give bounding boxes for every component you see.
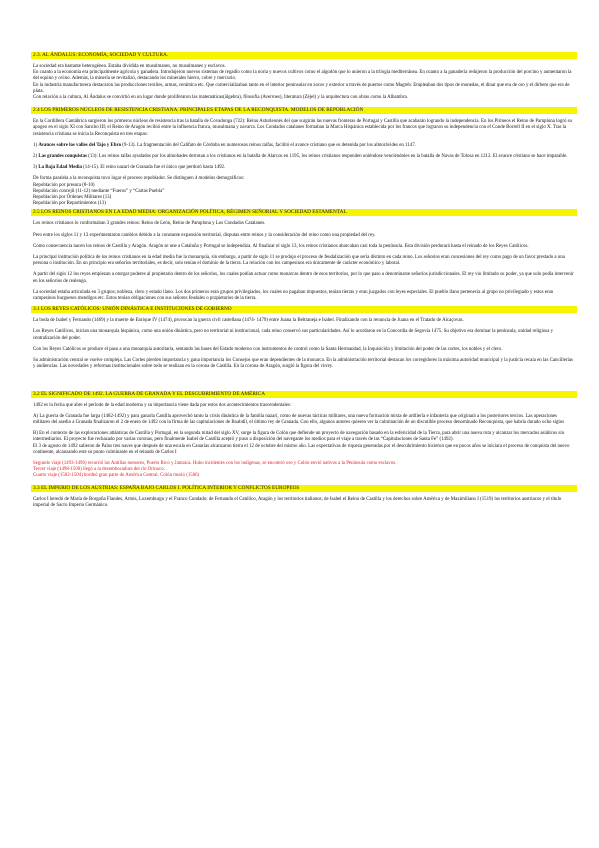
stage-item: 2) Las grandes conquistas (13): Los reinos taifas ayudados por los almohades derrotan a los cristianos en la batalla de Alarcos en 1195, los reinos cristianos responden uniéndose venciéndoles en la batalla de Navas de Tolosa en 1212. El avance cristiano se hace imparable. — [33, 154, 568, 160]
paragraph: Su administración central se vuelve compleja. Las Cortes pierden importancia y gana importancia los Consejos que eran dependientes de la monarca. En la administración territorial destacan los corregidores la máxima autoridad municipal y la justicia recaía en las Cancillerías y audiencias. Las novedades y reformas institucionales sobre todo se realizan en la corona de Castilla. En la corona de Aragón, surgió la figura del virrey. — [33, 358, 573, 370]
paragraph: En cuanto a la economía era principalmente agrícola y ganadera. Introdujeron nuevos sistemas de regadío como la noria y nuevos cultivos como el algodón que lo unieron a la trilogía mediterránea. En cuanto a la ganadería redujeron la producción del porcino y aumentaron la del equino y ovino. Además, la minería se revitalizó, destacando los minerales hierro, cobre y mercurio. — [33, 70, 572, 82]
paragraph: A) La guerra de Granada fue larga (1482-1492) y para ganarla Castilla aprovechó tanto la crisis dinástica de la familia nazarí, como de nuevas tácticas militares, una nueva formación mixta de artillería e infantería que originará a los posteriores tercios. Las operaciones militares del asedio a Granada finalizaron el 2 de enero de 1492 con la firma de las capitulaciones de Boabdil, el último rey de Granada. Con ello, algunos autores quieren ver la culminación de un discutible proceso denominado Reconquista, que habría durado ocho siglos — [33, 413, 565, 425]
list-item: Repoblación por Repartimientos (13) — [33, 201, 106, 207]
list-item: Repoblación concejil (11-12) mediante “Fueros” y “Cartas Puebla” — [33, 188, 165, 194]
paragraph: B) En el contexto de las exploraciones atlánticas de Castilla y Portugal, en la segunda mitad del siglo XV, surge la figura de Colón que defiende un proyecto de navegación basado en la esfericidad de la Tierra, para abrir una nueva ruta y alcanzar los mercados asiáticos sin intermediarios. El proyecto fue rechazado por varias coronas, pero finalmente Isabel de Castilla aceptó y puso a disposición del navegante los medios para el viaje a través de las “Capitulaciones de Santa Fe” (1492). — [33, 431, 565, 443]
paragraph: El 3 de agosto de 1492 salieron de Palos tres naves que después de una escala en Canarias alcanzaron tierra el 12 de octubre del mismo año. Las expectativas de riqueza generadas por el descubrimiento hicieron que en pocos años se iniciara el proceso de conquista del nuevo continente, alcanzando este su punto culminante en el reinado de Carlos I — [33, 443, 570, 455]
paragraph: Los Reyes Católicos, inician una monarquía hispánica, como una unión dinástica, pero no territorial ni institucional, cada reino conservó sus particularidades. Así lo acordaron en la Concordia de Segovia 1475. Su objetivo era dominar la península, unidad religiosa y centralización del poder. — [33, 329, 554, 341]
paragraph: Como consecuencia nacen los reinos de Castilla y Aragón. Aragón se une a Cataluña y Portugal se independiza. Al finalizar el siglo 13, los reinos cristianos abarcaban casi toda la península. Esta división perdurará hasta el reinado de los Reyes Católicos. — [33, 243, 529, 249]
paragraph: La sociedad era bastante heterogénea. Estaba dividida en musulmanes, no musulmanes y esclavos. — [33, 64, 226, 69]
section-3-1 — [33, 306, 575, 370]
section-heading: 3.1 LOS REYES CATÓLICOS: UNIÓN DINÁSTICA E INSTITUCIONES DE GOBIERNO — [31, 306, 577, 313]
section-heading: 2.4 LOS PRIMEROS NÚCLEOS DE RESISTENCIA CRISTIANA. PRINCIPALES ETAPAS DE LA RECONQUISTA. MODELOS DE REPOBLACIÓN — [31, 107, 577, 114]
paragraph: En la Cordillera Cantábrica surgieron los primeros núcleos de resistencia tras la batalla de Covadonga (722): Reino Asturleonés del que surgirán las nuevas fronteras de Portugal y Castilla que acabarán logrando la independencia. En los Pirineos el Reino de Pamplona logró su apogeo en el siglo XI con Sancho III; el Reino de Aragón recibió entre la influencia franca, musulmana y navarra. Los Condados catalanes formaban la Marca Hispánica establecida por los francos que lograron su independencia con el Conde Borrell II en el siglo X. Tras la resistencia cristiana se inicia la Reconquista en tres etapas: — [33, 119, 572, 137]
paragraph: Carlos I heredó de María de Borgoña Flandes, Artois, Luxemburgo y el Franco Condado; de Fernando el Católico, Aragón y los territorios italianos; de Isabel el Reino de Castilla y los derechos sobre América y de Maximiliano I (1519) los territorios austriacos y el título imperial de Sacro Imperio Germánico. — [33, 496, 562, 508]
section-2-4 — [33, 107, 575, 207]
paragraph: Los reinos cristianos lo conformaban 3 grandes reinos: Reino de León, Reino de Pamplona y Los Condados Catalanes. — [33, 221, 266, 227]
section-2-5 — [33, 209, 575, 302]
stage-item: 1) Avances sobre los valles del Tajo y Ebro (9-13). La fragmentación del Califato de Córdoba en numerosos reinos taifas, facilitó el avance cristiano que es detenida por los almorávides en 1147. — [33, 142, 416, 148]
red-note: Segundo viaje (1493-1496) recorrió las Antillas menores, Puerto Rico y Jamaica. Hubo incidentes con los indígenas, se encontró oro y Colón envió nativos a la Península como esclavos. — [33, 460, 397, 466]
section-3-2 — [33, 391, 575, 480]
section-2-3 — [33, 52, 575, 101]
section-heading: 3.3 EL IMPERIO DE LOS AUSTRIAS: ESPAÑA BAJO CARLOS I. POLÍTICA INTERIOR Y CONFLICTOS EUROPEOS — [31, 485, 577, 492]
paragraph: La boda de Isabel y Fernando (1469) y la muerte de Enrique IV (1474), provocan la guerra civil castellana (1474- 1479) entre Juana la Beltraneja e Isabel. Finalizando con la renuncia de Juana en el Tratado de Alcaçovas. — [33, 318, 464, 324]
list-item: Repoblación por presura (8-10) — [33, 182, 95, 188]
red-note: Cuarto viaje (1502-1504) bordeó gran parte de América Central. Colón murió (1506) — [33, 473, 200, 479]
section-3-3 — [33, 485, 575, 509]
section-heading: 3.2 EL SIGNIFICADO DE 1492. LA GUERRA DE GRANADA Y EL DESCUBRIMIENTO DE AMÉRICA — [31, 391, 577, 398]
paragraph: Pero entre los siglos 11 y 13 experimentaron cambios debido a la constante expansión territorial, disputas entre reinos y la consideración del reino como una propiedad del rey. — [33, 232, 376, 238]
paragraph: A partir del siglo 12 los reyes empiezan a otorgar poderes al propietario dentro de los señoríos, los cuales podían actuar como monarcas dentro de esos territorios, por lo que paso a denominarse señoríos jurisdiccionales. El rey vio limitado su poder, ya que solo podía intervenir en los señoríos de realengo. — [33, 272, 574, 284]
paragraph: Con relación a la cultura, Al Ándalus se convirtió en un lugar donde proliferaron las matemáticas(álgebra), filosofía (Averroes), literatura (Zéjel) y la arquitectura con obras como la Alhambra. — [33, 95, 408, 101]
stage-item: 3) La Baja Edad Media (14-15). El reino nazarí de Granada fue el único que perduró hasta 1492. — [33, 165, 226, 171]
paragraph: La principal institución política de los reinos cristianos en la edad media fue la monarquía, sin embargo, a partir de siglo 11 se produjo el proceso de feudalización que sería distinto en cada reino. Los señoríos eran concesiones del rey como pago de un favor prestado a una persona o institución. En un principio era señoríos territoriales, es decir, solo tenían el dominio de la tierra. La relación con los campesinos era únicamente de carácter económico y laboral. — [33, 255, 565, 267]
section-heading: 2.3. AL ÁNDALUS: ECONOMÍA, SOCIEDAD Y CULTURA. — [31, 52, 577, 59]
paragraph: De forma paralela a la reconquista tuvo lugar el proceso repoblador. Se distinguen 4 modelos demográficos: — [33, 176, 245, 182]
paragraph: Con los Reyes Católicos se produce el paso a una monarquía autoritaria, sentando las bases del Estado moderno con instrumentos de control como la Santa Hermandad, la Inquisición y limitación del poder de las cortes, los nobles y el clero. — [33, 346, 503, 352]
list-item: Repoblación por Órdenes Militares (13) — [33, 195, 112, 201]
red-note: Tercer viaje (1498-1500) llegó a la desembocadura del río Orinoco. — [33, 467, 165, 473]
section-heading: 2.5 LOS REINOS CRISTIANOS EN LA EDAD MEDIA: ORGANIZACIÓN POLÍTICA, RÉGIMEN SEÑORIAL Y SOCIEDAD ESTAMENTAL — [31, 209, 577, 216]
paragraph: 1492 es la fecha que abre el período de la edad moderna y su importancia viene dada por estos dos acontecimientos trascendentales: — [33, 402, 292, 408]
paragraph: La sociedad estaba articulada en 3 grupos; nobleza, clero y estado llano. Los dos primeros eran grupos privilegiados, los cuales no pagaban impuestos, tenían tierras y eran juzgados con leyes especiales. El pueblo llano pertenecía al grupo no privilegiado y estos eran campesinos burgueses mendigos etc. Estos tenían obligaciones con sus señores feudales o propietarios de la tierra. — [33, 289, 554, 302]
paragraph: En la industria manufacturera destacaron las producciones textiles, armas, cerámica etc. Que comercializaban tanto en el interior peninsular en zocos y exterior a través de puertos como Magreb. Empleaban dos tipos de monedas, el dinar que era de oro y el dirhem que era de plata. — [33, 82, 570, 94]
